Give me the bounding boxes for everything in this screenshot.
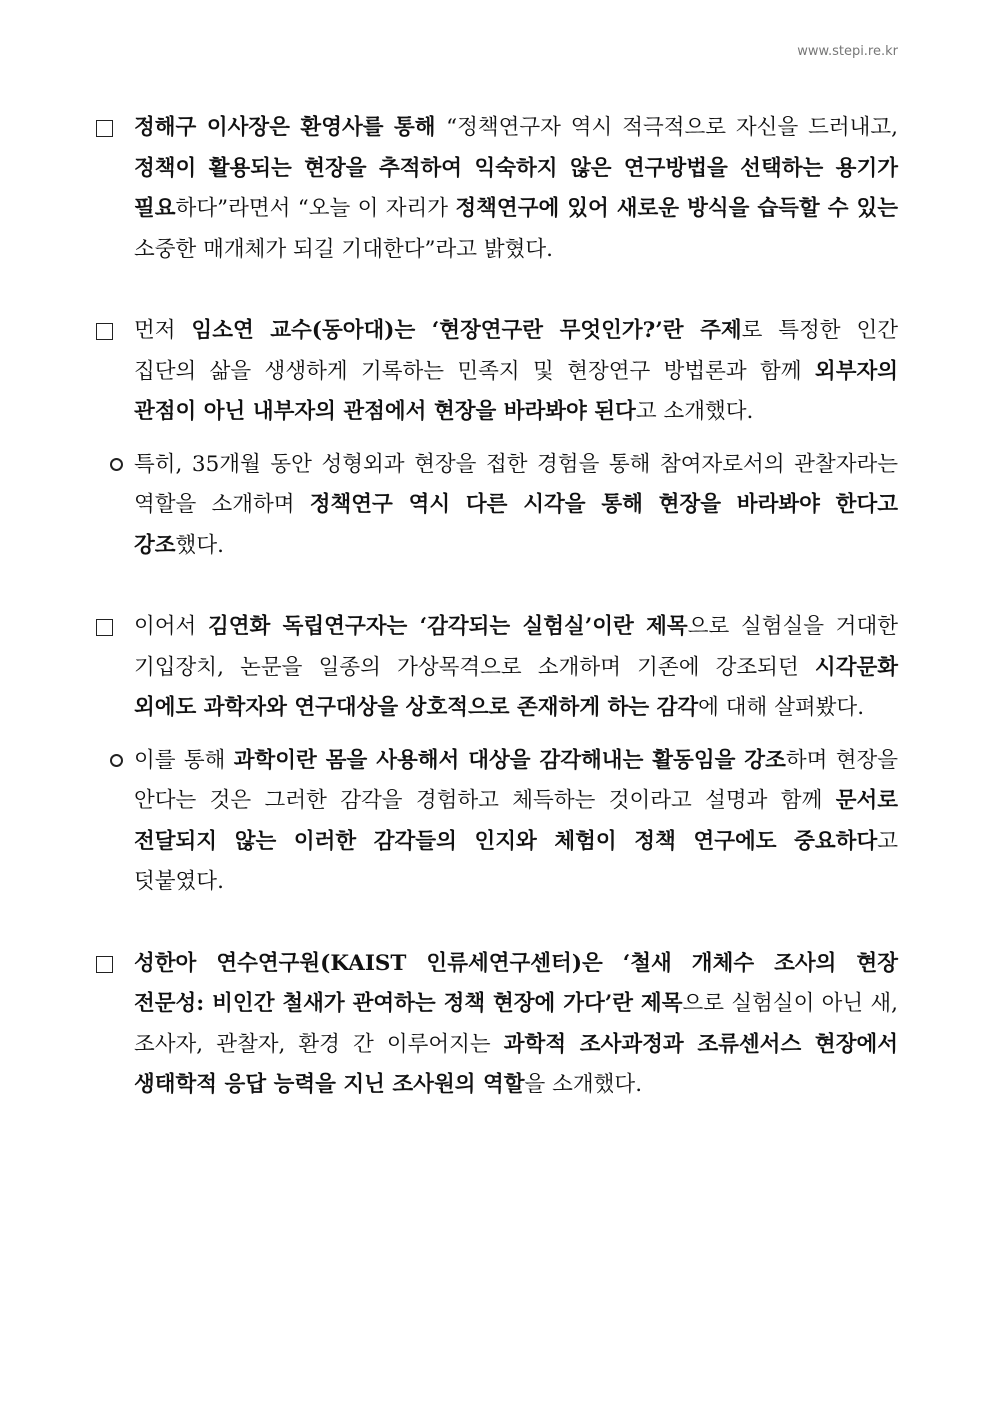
para-5-run-5: 고 덧붙였다.: [134, 828, 898, 894]
para-1-run-6: 소중한 매개체가 되길 기대한다”라고 밝혔다.: [134, 236, 554, 262]
sub-paragraph: [134, 445, 898, 567]
paragraph: [134, 607, 898, 729]
para-1-run-1: 정해구 이사장은 환영사를 통해: [134, 115, 447, 140]
paragraph: [134, 944, 898, 1106]
site-url: www.stepi.re.kr: [797, 44, 898, 59]
para-6-run-1: 성한아 연수연구원(KAIST 인류세연구센터)은 ‘철새 개체수 조사의 현장 전문성: 비인간 철새가 관여하는 정책 현장에 가다’란 제목: [134, 950, 898, 1016]
para-5-run-2: 과학이란 몸을 사용해서 대상을 감각해내는 활동임을 강조: [233, 747, 786, 773]
square-bullet-icon: [96, 323, 113, 340]
document-body: [0, 108, 992, 1147]
paragraph: [134, 108, 898, 270]
para-2-run-1: 먼저: [134, 318, 192, 343]
para-4-run-5: 에 대해 살펴봤다.: [698, 695, 865, 720]
circle-bullet-icon: [110, 754, 123, 767]
para-5-run-3: 하며 현장을 안다는 것은 그러한 감각을 경험하고 체득하는 것이라고 설명과 함께: [134, 747, 899, 813]
para-4-run-4: 시각문화 외에도 과학자와 연구대상을 상호적으로 존재하게 하는 감각: [134, 654, 898, 720]
para-1-run-5: 정책연구에 있어 새로운 방식을 습득할 수 있는: [455, 196, 898, 221]
square-bullet-icon: [96, 120, 113, 137]
square-bullet-icon: [96, 619, 113, 636]
para-5-run-4: 문서로 전달되지 않는 이러한 감각들의 인지와 체험이 정책 연구에도 중요하다: [134, 788, 898, 854]
para-6-run-2: 으로 실험실이 아닌 새, 조사자, 관찰자, 환경 간 이루어지는: [134, 991, 898, 1057]
circle-bullet-icon: [110, 458, 123, 471]
para-2-run-2: 임소연 교수(동아대)는 ‘현장연구란 무엇인가?’란 주제: [191, 318, 742, 343]
paragraph: [134, 311, 898, 433]
para-2-run-4: 외부자의 관점이 아닌 내부자의 관점에서 현장을 바라봐야 된다: [134, 358, 898, 424]
para-2-run-5: 고 소개했다.: [635, 399, 754, 424]
para-4-run-2: 김연화 독립연구자는 ‘감각되는 실험실’이란 제목: [208, 614, 688, 639]
para-1-run-4: 하다”라면서 “오늘 이 자리가: [175, 196, 456, 221]
square-bullet-icon: [96, 956, 113, 973]
para-4-run-3: 으로 실험실을 거대한 기입장치, 논문을 일종의 가상목격으로 소개하며 기존에 강조되던: [134, 614, 898, 680]
para-6-run-4: 을 소개했다.: [524, 1072, 643, 1097]
para-4-run-1: 이어서: [134, 614, 208, 639]
para-1-run-3: 정책이 활용되는 현장을 추적하여 익숙하지 않은 연구방법을 선택하는 용기가 필요: [134, 155, 898, 221]
para-2-run-3: 로 특정한 인간 집단의 삶을 생생하게 기록하는 민족지 및 현장연구 방법론과 함께: [134, 318, 898, 384]
para-3-run-3: 했다.: [175, 532, 224, 558]
para-1-run-2: “정책연구자 역시 적극적으로 자신을 드러내고,: [446, 115, 898, 140]
sub-paragraph: [134, 741, 898, 903]
para-6-run-3: 과학적 조사과정과 조류센서스 현장에서 생태학적 응답 능력을 지닌 조사원의 역할: [134, 1031, 899, 1097]
para-3-run-1: 특히, 35개월 동안 성형외과 현장을 접한 경험을 통해 참여자로서의 관찰자라는 역할을 소개하며: [134, 451, 898, 517]
para-5-run-1: 이를 통해: [134, 747, 234, 773]
para-3-run-2: 정책연구 역시 다른 시각을 통해 현장을 바라봐야 한다고 강조: [134, 492, 898, 558]
